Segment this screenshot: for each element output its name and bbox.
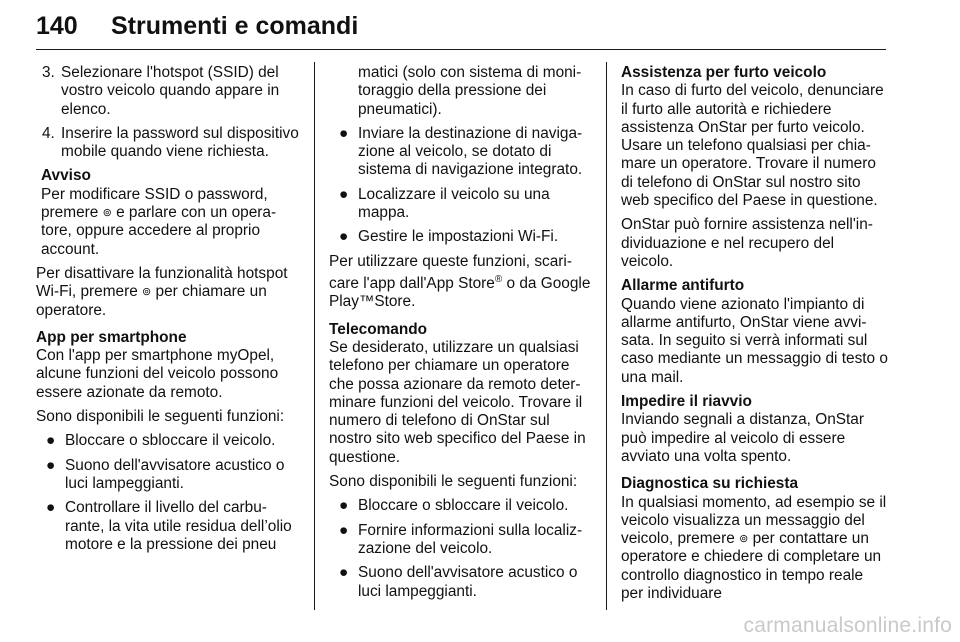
bullet-icon: ● [46,432,56,450]
download-paragraph: Per utilizzare queste funzioni, scaricare l'app dall'App Store® o da Google Play™Store. [329,252,591,311]
notice-text: Per modificare SSID o password, premere ⊚ e parlare con un operatore, oppure accedere al proprio account. [41,185,277,258]
bullet-item: matici (solo con sistema di monitoraggio della pressione dei pneumatici). [358,64,582,118]
hotspot-paragraph: Per disattivare la funzionalità hotspot Wi-Fi, premere ⊚ per chiamare un operatore. [36,264,288,319]
section-heading: App per smartphone [36,328,187,346]
step-text: Inserire la password sul dispositivo mobile quando viene richiesta. [61,124,299,161]
bullet-icon: ● [46,456,56,474]
step-number: 4. [42,124,55,142]
step-number: 3. [42,64,55,81]
bullet-item: ● Localizzare il veicolo su una mappa. [339,185,550,222]
bullet-icon: ● [46,499,56,517]
onstar-button-icon: ⊚ [739,533,749,546]
alarm-paragraph: Quando viene azionato l'impianto di allarme antifurto, OnStar viene avvisata. In seguito si verrà informati sul caso mediante un messaggio di testo o una mail. [621,295,888,386]
bullet-item: ● Suono dell'avvisatore acustico o luci lampeggianti. [46,456,285,492]
bullet-icon: ● [339,564,349,582]
notice-title: Avviso [41,167,91,185]
onstar-button-icon: ⊚ [142,286,152,299]
section-heading: Impedire il riavvio [621,393,752,411]
column-2 [329,64,591,607]
bullet-item: ● Gestire le impostazioni Wi-Fi. [339,228,559,246]
bullet-item: ● Bloccare o sbloccare il veicolo. [339,497,569,515]
functions-intro: Sono disponibili le seguenti funzioni: [36,408,285,426]
column-3 [621,64,889,609]
bullet-item: ● Suono dell'avvisatore acustico o luci lampeggianti. [339,564,578,600]
page-title: Strumenti e comandi [111,12,359,40]
section-heading: Assistenza per furto veicolo [621,64,827,81]
bullet-icon: ● [339,497,349,515]
column-divider [606,62,607,610]
page-number: 140 [36,12,78,40]
section-heading: Allarme antifurto [621,277,745,295]
functions-intro: Sono disponibili le seguenti funzioni: [329,473,578,491]
bullet-icon: ● [339,228,349,246]
diagnostic-paragraph: In qualsiasi momento, ad esempio se il veicolo visualizza un messaggio del veicolo, premere ⊚ per contattare un operatore e chiedere di completare un controllo diagnostico in tempo reale per individuare [621,493,887,603]
bullet-icon: ● [339,185,349,203]
theft-paragraph: In caso di furto del veicolo, denunciare il furto alle autorità e richiedere assistenza OnStar per furto veicolo. Usare un telefono qualsiasi per chiamare un operatore. Trovare il numero di telefono di OnStar sul nostro sito web specifico del Paese in questione. [621,82,884,210]
column-divider [314,62,315,610]
registered-mark: ® [494,273,503,285]
bullet-icon: ● [339,521,349,539]
restart-paragraph: Inviando segnali a distanza, OnStar può impedire al veicolo di essere avviato una volta spento. [621,411,864,465]
bullet-item: ● Controllare il livello del carburante, la vita utile residua dell’olio motore e la pressione dei pneu [46,499,292,553]
notice-box [36,167,300,258]
step-item [36,125,300,162]
step-item [36,64,300,119]
onstar-button-icon: ⊚ [102,207,112,220]
bullet-icon: ● [339,124,349,142]
page-header [36,6,886,50]
app-paragraph: Con l'app per smartphone myOpel, alcune funzioni del veicolo possono essere azionate da remoto. [36,347,279,401]
theft-paragraph: OnStar può fornire assistenza nell'individuazione e nel recupero del veicolo. [621,216,873,270]
bullet-item: ● Fornire informazioni sulla localizzazione del veicolo. [339,521,583,557]
column-1 [36,64,300,560]
remote-paragraph: Se desiderato, utilizzare un qualsiasi telefono per chiamare un operatore che possa azionare da remoto determinare funzioni del veicolo. Trovare il numero di telefono di OnStar sul nostro sito web specifico del Paese in questione. [329,338,586,466]
bullet-item: ● Bloccare o sbloccare il veicolo. [46,432,276,450]
step-text: Selezionare l'hotspot (SSID) del vostro veicolo quando appare in elenco. [61,64,280,118]
bullet-item: ● Inviare la destinazione di navigazione al veicolo, se dotato di sistema di navigazione integrato. [339,124,583,179]
watermark: carmanualsonline.info [743,614,952,637]
section-heading: Diagnostica su richiesta [621,475,799,493]
section-heading: Telecomando [329,320,428,338]
